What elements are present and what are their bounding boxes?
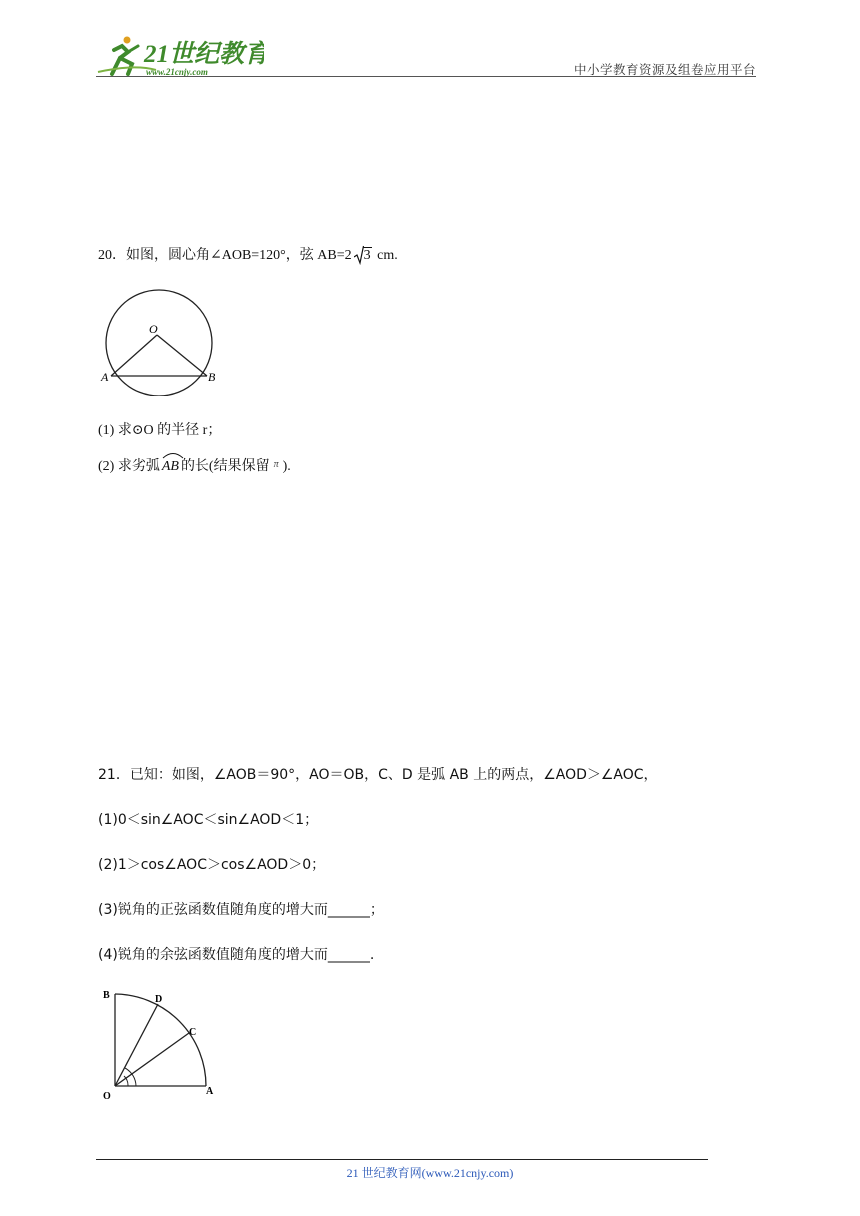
- q20-radicand: 3: [363, 248, 371, 263]
- q20-part2-mid: 的长(结果保留: [180, 459, 270, 474]
- label-o: O: [149, 322, 158, 336]
- q21-part1: (1)0＜sin∠AOC＜sin∠AOD＜1；: [98, 812, 319, 828]
- q20-arc-label: AB: [161, 459, 179, 474]
- footer-text: 21 世纪教育网(www.21cnjy.com): [346, 1166, 514, 1180]
- q20-part2-prefix: (2) 求劣弧: [98, 459, 160, 474]
- q20-stem: [98, 246, 398, 266]
- label-d: D: [155, 994, 163, 1005]
- radius-ob: [157, 335, 207, 376]
- pi-symbol: π: [273, 459, 279, 470]
- sqrt-symbol: [354, 246, 372, 266]
- label-b: B: [208, 370, 216, 384]
- q20-part2-suffix: ).: [282, 459, 291, 474]
- label-o: O: [103, 1091, 111, 1102]
- label-a: A: [206, 1086, 214, 1097]
- circle-o: [106, 290, 212, 396]
- site-logo: [94, 34, 264, 78]
- arc-ab: [115, 994, 206, 1086]
- q20-circle-figure: [96, 284, 226, 396]
- label-a: A: [101, 370, 109, 384]
- q21-part2: (2)1＞cos∠AOC＞cos∠AOD＞0；: [98, 857, 326, 873]
- header-right-text: 中小学教育资源及组卷应用平台: [573, 63, 756, 77]
- q21-part4: (4)锐角的余弦函数值随角度的增大而______.: [98, 947, 375, 963]
- header-divider: [96, 76, 756, 77]
- segment-od: [115, 1004, 158, 1086]
- label-c: C: [189, 1027, 197, 1038]
- logo-title: 21世纪教育: [144, 41, 264, 68]
- q21-quarter-circle-figure: [98, 984, 228, 1104]
- footer-divider: [96, 1159, 708, 1160]
- arc-ab-notation: [162, 453, 179, 477]
- q20-part1: (1) 求⊙O 的半径 r；: [98, 423, 222, 438]
- q20-part2: [98, 453, 291, 477]
- runner-logo-icon: [94, 34, 264, 78]
- q21-stem: 21．已知：如图，∠AOB＝90°，AO＝OB，C、D 是弧 AB 上的两点，∠AOD＞∠AOC，: [98, 767, 658, 783]
- logo-url: www.21cnjy.com: [146, 67, 208, 77]
- q20-stem-suffix: cm.: [377, 248, 398, 263]
- label-b: B: [103, 990, 110, 1001]
- q21-part3: (3)锐角的正弦函数值随角度的增大而______；: [98, 902, 384, 918]
- q20-stem-prefix: 20．如图，圆心角∠AOB=120°，弦 AB=2: [98, 248, 352, 263]
- radius-oa: [111, 335, 157, 376]
